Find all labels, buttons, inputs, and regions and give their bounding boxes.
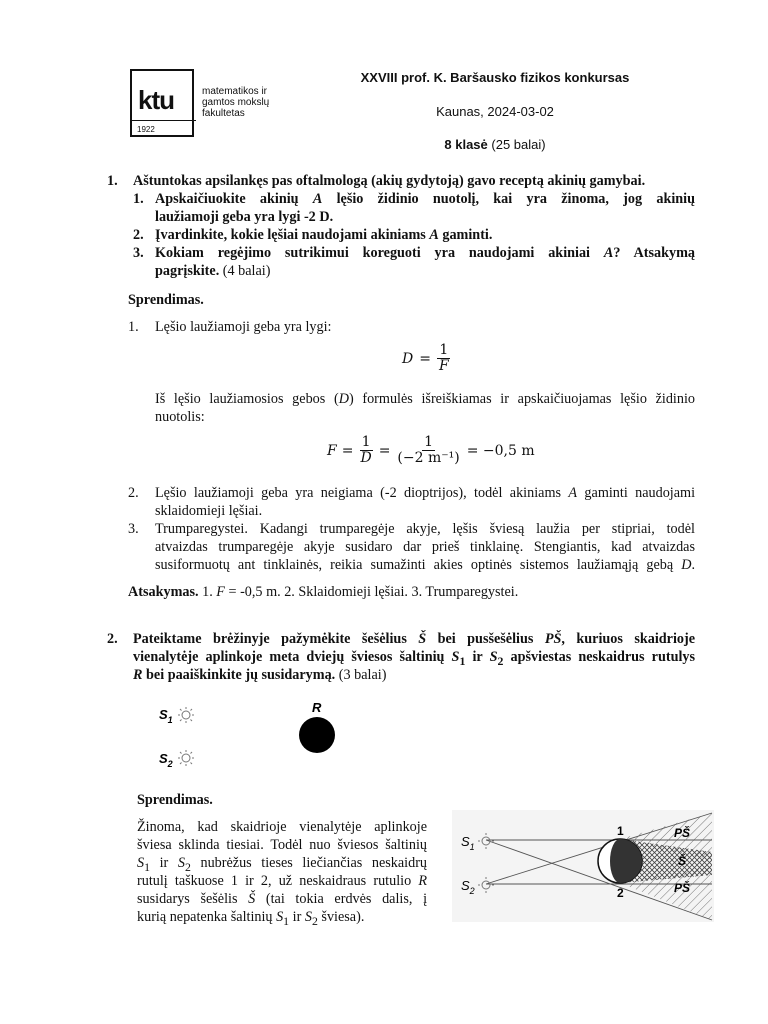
s1-item3-line3 — [155, 556, 695, 574]
s1-item2-var: A — [568, 485, 578, 501]
s2-l3-s1-sub: 1 — [144, 859, 151, 874]
q2-l1-a: Pateiktame brėžinyje pažymėkite šešėlius — [133, 631, 407, 647]
s1-text2-var: D — [338, 391, 349, 407]
s1-item3-b: . — [691, 557, 695, 573]
q1-sub3-number: 3. — [133, 245, 144, 261]
s1-item3-a: susiformuotų ant tinklainės, reikia sumažinti akies optinės sistemos laužiamąją gebą — [155, 557, 674, 573]
umbra-label: Š — [678, 854, 687, 868]
s2-l6-a: kurią nepatenka šaltinių — [137, 909, 273, 925]
s1-item2-line2: sklaidomieji lęšiai. — [155, 503, 263, 519]
s2-line4 — [137, 872, 427, 890]
formula-power — [402, 343, 451, 374]
problem-figure — [150, 695, 410, 775]
formula2-den1: D — [360, 450, 372, 466]
answer-var: F — [216, 584, 225, 600]
answer-a: 1. — [202, 584, 213, 600]
s1-item2-a: Lęšio laužiamoji geba yra neigiama (-2 dioptrijos), todėl akiniams — [155, 485, 561, 501]
penumbra-top-label: PŠ — [674, 826, 691, 840]
fig2-s2-label: $S_2$ — [461, 878, 475, 896]
s2-l4-a: rutulį taškuose 1 ir 2, už neskaidraus rutulio — [137, 873, 412, 889]
q1-sub2-b: gaminti. — [442, 227, 493, 243]
place-date: Kaunas, 2024-03-02 — [436, 104, 554, 119]
formula1-lhs: D — [402, 350, 414, 367]
q2-line1 — [133, 630, 695, 648]
s2-l3-rest: nubrėžus tieses liečiančias neskaidrų — [200, 855, 428, 871]
s2-l6-s2: S — [304, 909, 312, 925]
fig1-r-label: R — [312, 700, 322, 715]
q2-l2-s2: S — [489, 649, 498, 665]
s1-item2-line1 — [155, 484, 695, 502]
fig1-s2-label: $S_2$ — [159, 751, 173, 769]
s1-text2-line2: nuotolis: — [155, 409, 205, 425]
grade: 8 klasė — [444, 137, 488, 152]
faculty-line-1: matematikos ir — [202, 86, 268, 97]
s2-line1: Žinoma, kad skaidrioje vienalytėje aplinkoje — [137, 819, 427, 835]
q1-points: (4 balai) — [222, 263, 271, 279]
s1-item3-number: 3. — [128, 521, 139, 537]
logo-faculty — [202, 86, 269, 119]
q2-l3-b: bei paaiškinkite jų susidarymą. — [146, 667, 336, 683]
formula-focal — [327, 435, 535, 466]
solution1-heading: Sprendimas. — [128, 292, 204, 308]
s1-item3-line2: atvaizdas trumparegėje akyje susidaro dar prieš tinklainę. Stengiantis, kad atvaizdas — [155, 539, 695, 555]
s2-l3-s2: S — [177, 855, 185, 871]
formula1-den: F — [438, 358, 449, 374]
s2-line2: šviesa sklinda tiesiai. Todėl nuo šviesos šaltinių — [137, 837, 427, 853]
s2-l3-s2-sub: 2 — [184, 859, 191, 874]
s2-l6-and: ir — [292, 909, 302, 925]
s2-line5 — [137, 890, 427, 908]
logo-mark: ktu — [138, 85, 174, 115]
s2-l6-b: šviesa). — [321, 909, 365, 925]
q1-sub1-line1 — [155, 190, 695, 208]
ktu-logo — [130, 69, 194, 137]
q1-sub1-a: Apskaičiuokite akinių — [155, 191, 299, 207]
q2-l2-s1-sub: 1 — [459, 653, 466, 668]
formula2-eq1: = — [341, 442, 354, 459]
point-1-label: 1 — [617, 824, 624, 838]
s2-l6-s1: S — [276, 909, 284, 925]
s2-l6-s2-sub: 2 — [311, 913, 318, 928]
fig2-s1-label: $S_1$ — [461, 834, 475, 852]
s1-text2-a: Iš lęšio laužiamosios gebos ( — [155, 391, 339, 407]
s2-l6-s1-sub: 1 — [283, 913, 290, 928]
formula2-result: = −0,5 m — [466, 442, 535, 459]
q1-sub1-line2: laužiamoji geba yra lygi -2 D. — [155, 209, 334, 225]
q1-sub2-var: A — [429, 227, 439, 243]
q2-l2-a: vienalytėje aplinkoje meta dviejų šviesos šaltinių — [133, 649, 445, 665]
q2-l1-ps: PŠ — [544, 631, 562, 647]
formula2-eq2: = — [378, 442, 391, 459]
answer-b: = -0,5 m. 2. Sklaidomieji lęšiai. 3. Trumparegystei. — [228, 584, 519, 600]
fig1-sphere — [299, 717, 335, 753]
q1-sub3-line2-text: pagrįskite. — [155, 263, 220, 279]
s2-l4-r: R — [418, 873, 427, 889]
q2-l2-s2-sub: 2 — [497, 653, 504, 668]
q2-line3 — [133, 666, 386, 684]
q1-sub2-text — [155, 226, 492, 244]
fig1-s1-sun-icon — [178, 707, 194, 723]
q1-sub1-var: A — [312, 191, 323, 207]
q2-points: (3 balai) — [338, 667, 387, 683]
answer-label: Atsakymas. — [128, 584, 199, 600]
s1-item3-var: D — [681, 557, 692, 573]
s2-l3-and: ir — [159, 855, 169, 871]
formula1-eq: = — [419, 350, 431, 367]
q2-l3-r: R — [133, 667, 143, 683]
s1-answer — [128, 583, 518, 601]
formula2-lhs: F — [327, 442, 337, 459]
s2-line6 — [137, 908, 364, 930]
formula1-num: 1 — [439, 342, 449, 358]
q1-sub1-b: lęšio židinio nuotolį, kai yra žinoma, jog akinių — [336, 191, 695, 207]
s1-text2-line1 — [155, 390, 695, 408]
fig1-s2-sun-icon — [178, 750, 194, 766]
contest-title: XXVIII prof. K. Baršausko fizikos konkursas — [360, 70, 630, 85]
formula2-num2: 1 — [424, 434, 434, 450]
q1-sub3-line1 — [155, 244, 695, 262]
formula2-num1: 1 — [361, 434, 371, 450]
penumbra-bottom-label: PŠ — [674, 881, 691, 895]
q2-l2-b: apšviestas neskaidrus rutulys — [510, 649, 696, 665]
q2-l2-and: ir — [472, 649, 483, 665]
q1-sub1-number: 1. — [133, 191, 144, 207]
q1-sub3-a: Kokiam regėjimo sutrikimui koreguoti yra naudojami akiniai — [155, 245, 590, 261]
q2-l2-s1: S — [451, 649, 460, 665]
q2-number: 2. — [107, 631, 118, 647]
faculty-line-2: gamtos mokslų — [202, 97, 270, 108]
grade-line — [330, 137, 660, 152]
logo-divider — [132, 120, 196, 121]
s1-item2-number: 2. — [128, 485, 139, 501]
s1-item2-b: gaminti naudojami — [584, 485, 696, 501]
q2-l1-c: , kuriuos skaidrioje — [561, 631, 696, 647]
s1-text2-b: ) formulės išreiškiamas ir apskaičiuojamas lęšio židinio — [348, 391, 695, 407]
q1-number: 1. — [107, 173, 118, 189]
s2-l5-b: (tai tokia erdvės dalis, į — [265, 891, 428, 907]
q1-sub3-b: ? Atsakymą — [613, 245, 695, 261]
q1-sub2-a: Įvardinkite, kokie lęšiai naudojami akiniams — [155, 227, 426, 243]
grade-points: (25 balai) — [491, 137, 546, 152]
formula2-den2: (−2 m⁻¹) — [397, 450, 460, 466]
fig1-s1-label: $S_1$ — [159, 707, 173, 725]
s2-l5-s: Š — [248, 891, 256, 907]
q1-sub2-number: 2. — [133, 227, 144, 243]
s1-item3-line1: Trumparegystei. Kadangi trumparegėje akyje, lęšis šviesą laužia per stipriai, todėl — [155, 521, 695, 537]
q1-sub3-var: A — [603, 245, 614, 261]
solution2-heading: Sprendimas. — [137, 792, 213, 808]
q2-l1-b: bei pusšešėlius — [437, 631, 534, 647]
q2-l1-s: Š — [418, 631, 427, 647]
point-2-label: 2 — [617, 886, 624, 900]
q1-text: Aštuntokas apsilankęs pas oftalmologą (akių gydytoją) gavo receptą akinių gamybai. — [133, 173, 646, 189]
s2-l5-a: susidarys šešėlis — [137, 891, 238, 907]
faculty-line-3: fakultetas — [202, 108, 245, 119]
logo-year: 1922 — [137, 125, 155, 134]
q1-sub3-line2 — [155, 262, 270, 280]
s1-item1-number: 1. — [128, 319, 139, 335]
s1-item1-text: Lęšio laužiamoji geba yra lygi: — [155, 319, 332, 335]
shadow-diagram — [452, 810, 714, 922]
s2-l3-s1: S — [137, 855, 145, 871]
